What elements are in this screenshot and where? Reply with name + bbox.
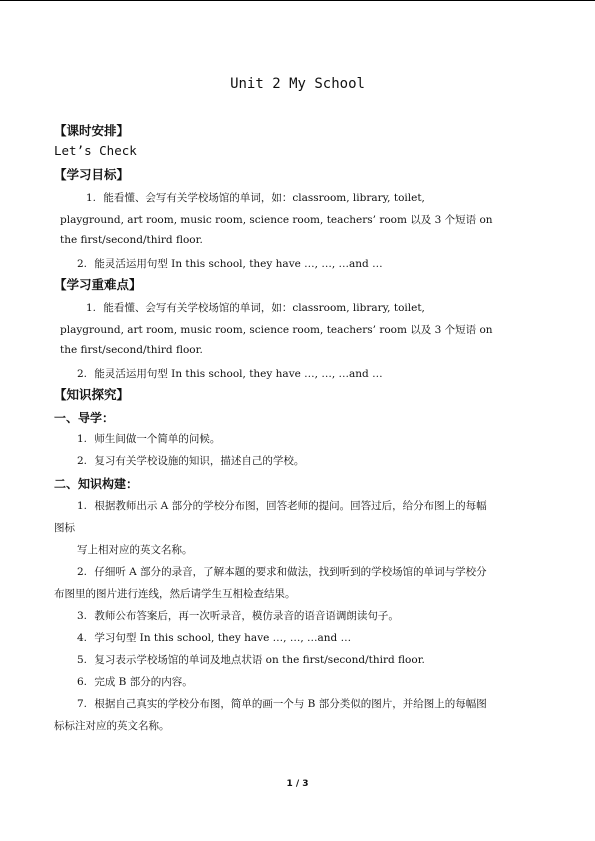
guide-heading: 一、导学： (54, 411, 115, 425)
guide-item-1-num: 1. (77, 433, 88, 445)
build-item-7-num: 7. (77, 698, 88, 710)
build-item-3-text: 教师公布答案后，再一次听录音，模仿录音的语音语调朗读句子。 (94, 610, 399, 622)
schedule-heading: 【课时安排】 (54, 123, 130, 138)
page-number: 1 / 3 (286, 779, 309, 789)
guide-item-2-num: 2. (77, 455, 88, 467)
build-item-1-num: 1. (77, 500, 88, 512)
guide-item-2 (77, 453, 304, 468)
goals-item-1 (86, 190, 425, 205)
document-title: Unit 2 My School (230, 76, 365, 92)
goals-item-1-line-1: 能看懂、会写有关学校场馆的单词，如：classroom, library, toilet, (103, 192, 425, 204)
keypoints-item-2-num: 2. (77, 368, 88, 380)
build-item-3-num: 3. (77, 610, 88, 622)
goals-item-2-text: 能灵活运用句型 In this school, they have …, …, …and … (94, 258, 383, 270)
build-item-1-line-3: 写上相对应的英文名称。 (77, 544, 193, 556)
build-item-3 (77, 608, 399, 623)
goals-heading: 【学习目标】 (54, 167, 130, 182)
goals-item-1-line-3: the first/second/third floor. (60, 234, 203, 246)
build-item-2 (77, 564, 487, 579)
schedule-content: Let’s Check (54, 143, 137, 158)
keypoints-heading: 【学习重难点】 (54, 277, 142, 292)
build-item-2-line-2: 布图里的图片进行连线，然后请学生互相检查结果。 (54, 588, 296, 600)
build-item-7-line-2: 标标注对应的英文名称。 (54, 720, 170, 732)
build-item-1-line-1: 根据教师出示 A 部分的学校分布图，回答老师的提问。回答过后，给分布图上的每幅 (94, 500, 487, 512)
build-item-6-num: 6. (77, 676, 88, 688)
build-item-2-line-1: 仔细听 A 部分的录音，了解本题的要求和做法，找到听到的学校场馆的单词与学校分 (94, 566, 487, 578)
build-item-4 (77, 630, 351, 645)
build-item-5-num: 5. (77, 654, 88, 666)
build-item-1 (77, 498, 487, 513)
goals-item-2-num: 2. (77, 258, 88, 270)
guide-item-1 (77, 431, 220, 446)
goals-item-1-line-2: playground, art room, music room, science room, teachers’ room 以及 3 个短语 on (60, 214, 493, 226)
guide-item-1-text: 师生间做一个简单的问候。 (94, 433, 221, 445)
keypoints-item-1-line-2: playground, art room, music room, science room, teachers’ room 以及 3 个短语 on (60, 324, 493, 336)
build-item-7-line-1: 根据自己真实的学校分布图，简单的画一个与 B 部分类似的图片，并给图上的每幅图 (94, 698, 487, 710)
keypoints-item-2-text: 能灵活运用句型 In this school, they have …, …, …and … (94, 368, 383, 380)
build-item-4-text: 学习句型 In this school, they have …, …, …and … (94, 632, 352, 644)
keypoints-item-1-num: 1. (86, 302, 97, 314)
build-item-2-num: 2. (77, 566, 88, 578)
guide-item-2-text: 复习有关学校设施的知识，描述自己的学校。 (94, 455, 305, 467)
build-item-7 (77, 696, 487, 711)
keypoints-item-1-line-3: the first/second/third floor. (60, 344, 203, 356)
goals-item-1-num: 1. (86, 192, 97, 204)
keypoints-item-1 (86, 300, 425, 315)
build-item-5 (77, 652, 425, 667)
build-item-6-text: 完成 B 部分的内容。 (94, 676, 193, 688)
build-item-1-line-2: 图标 (54, 522, 75, 534)
keypoints-item-1-line-1: 能看懂、会写有关学校场馆的单词，如：classroom, library, toilet, (103, 302, 425, 314)
explore-heading: 【知识探究】 (54, 387, 130, 402)
build-item-6 (77, 674, 193, 689)
goals-item-2 (77, 256, 383, 271)
build-heading: 二、知识构建： (54, 477, 139, 491)
keypoints-item-2 (77, 366, 383, 381)
build-item-4-num: 4. (77, 632, 88, 644)
build-item-5-text: 复习表示学校场馆的单词及地点状语 on the first/second/third floor. (94, 654, 425, 666)
